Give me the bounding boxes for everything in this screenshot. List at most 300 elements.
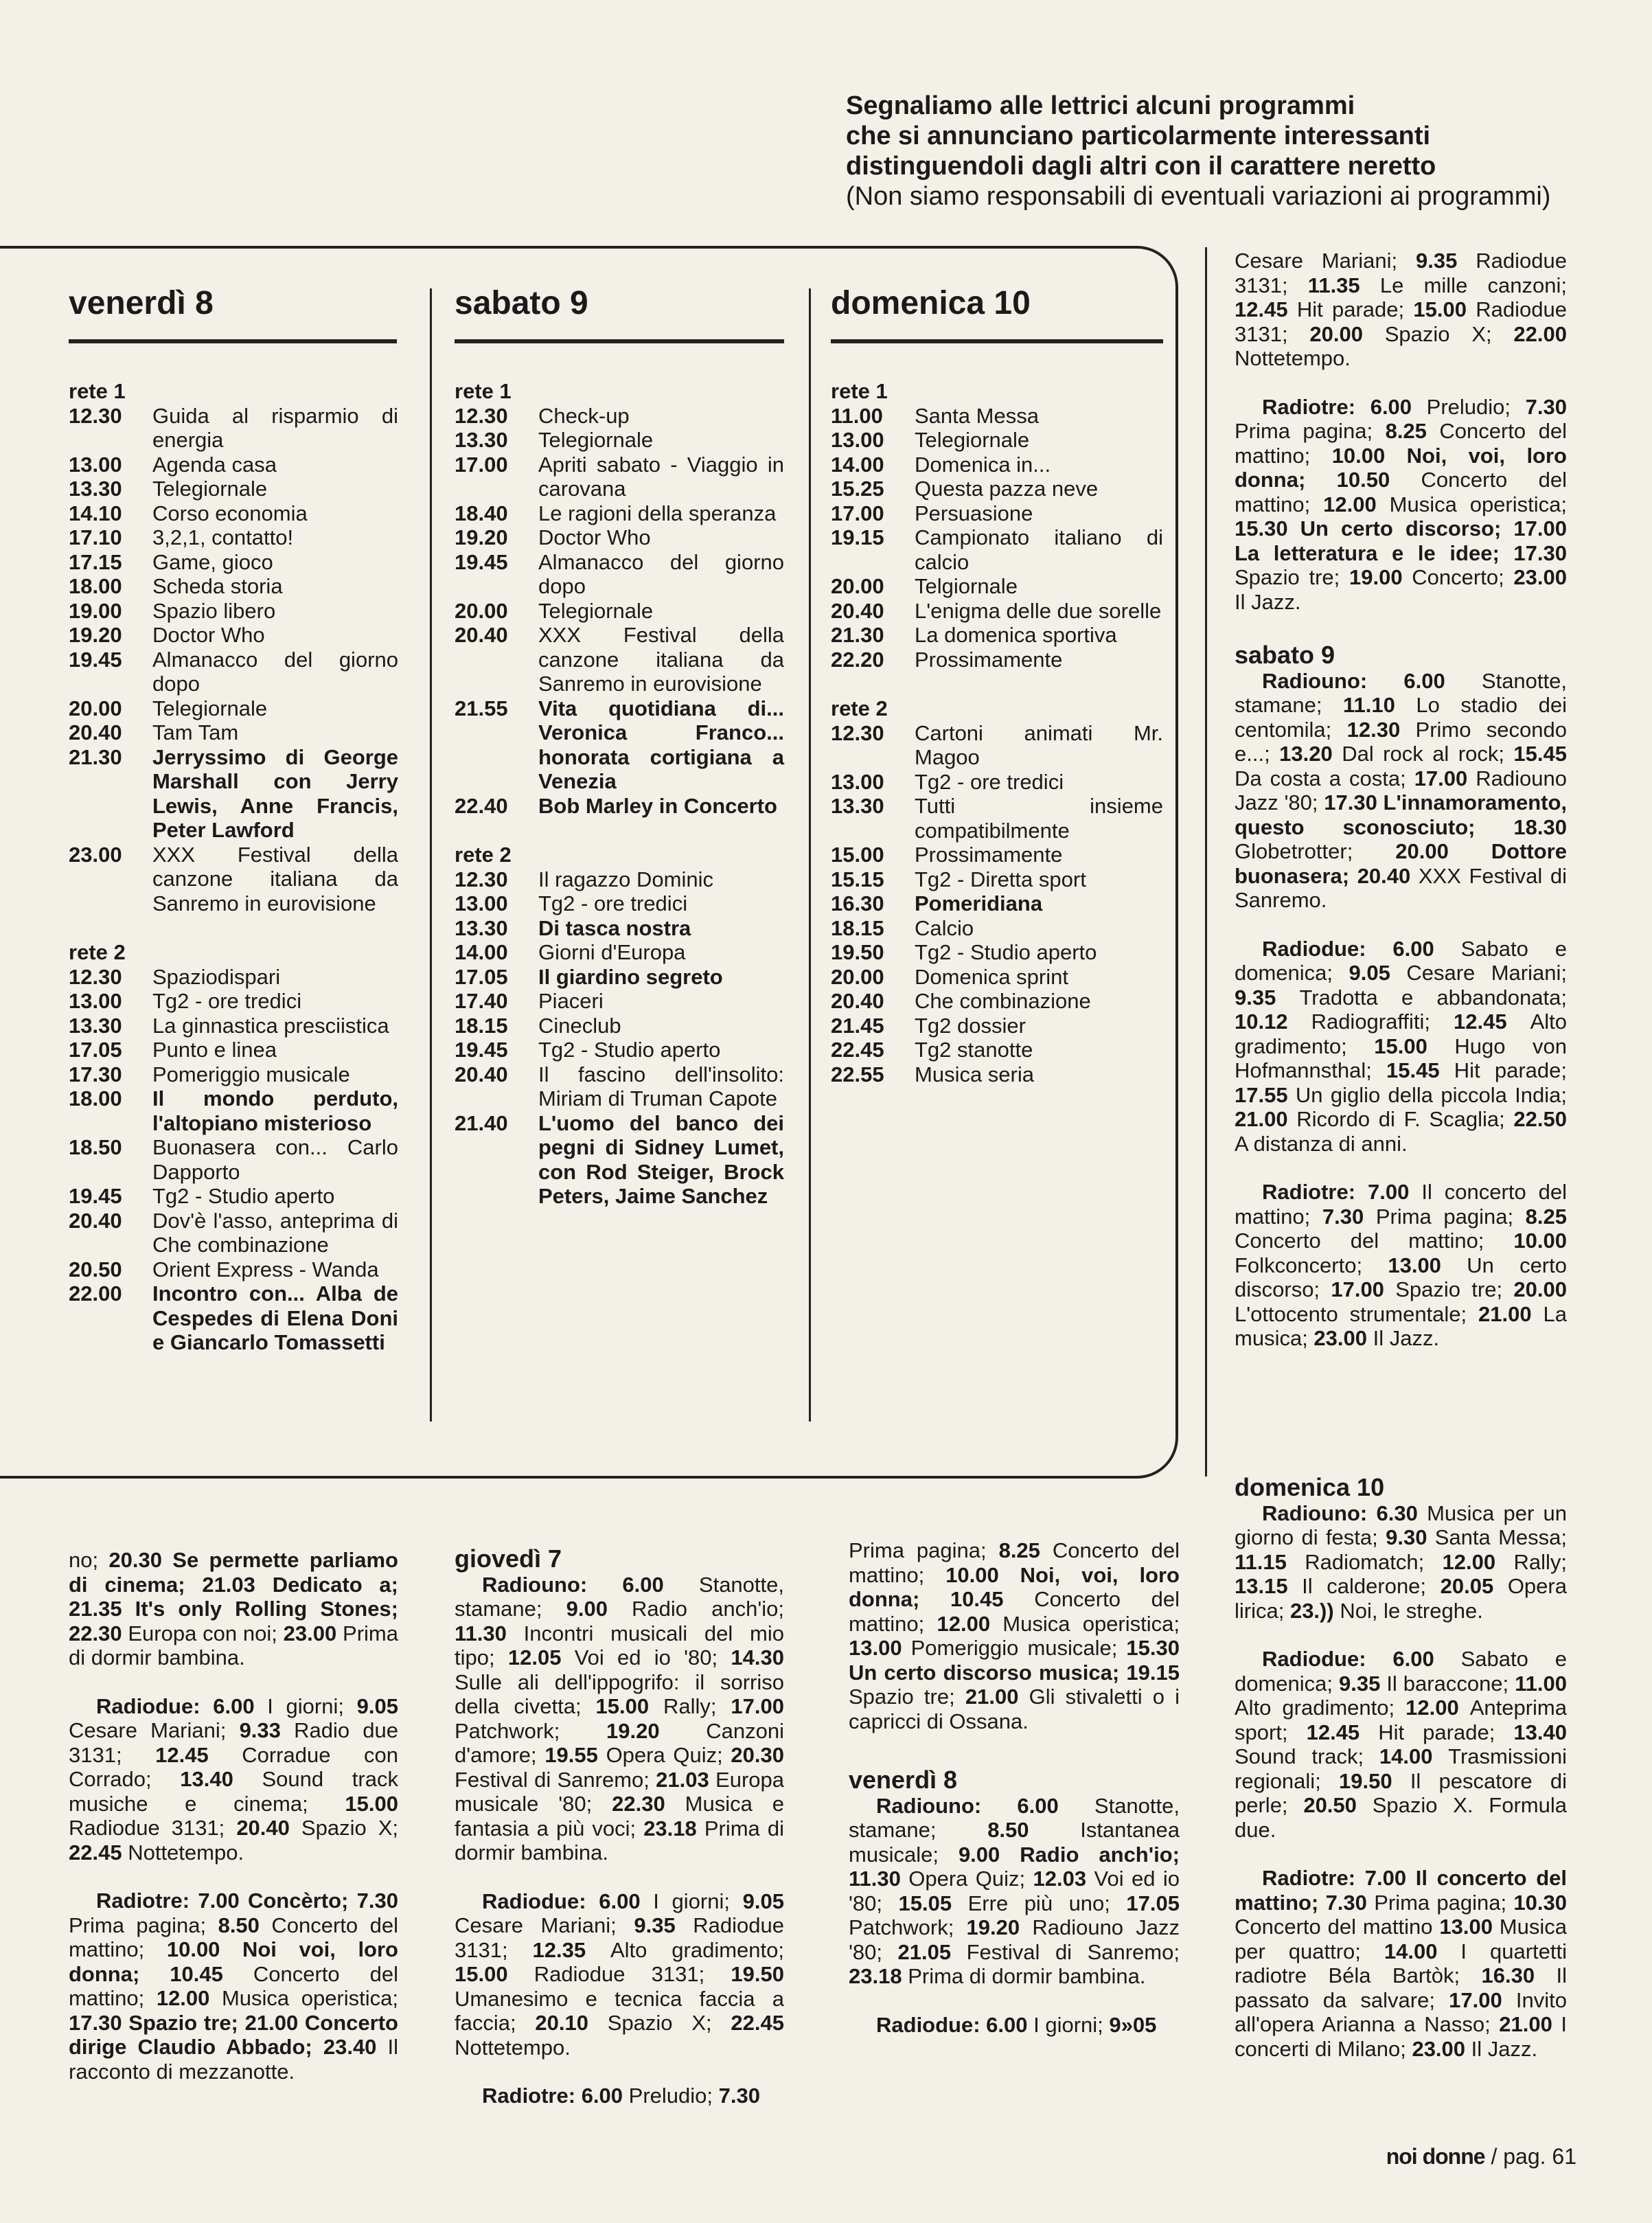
column-divider	[430, 288, 432, 1422]
radio-time: 15.00	[455, 1962, 534, 1986]
radio-programme: Sound track musiche e cinema;	[69, 1767, 398, 1816]
programme-time: 18.00	[69, 574, 122, 598]
radio-time: 8.50	[987, 1818, 1081, 1842]
programme-row	[455, 989, 784, 1014]
programme-time: 20.40	[831, 598, 884, 623]
radio-time: 9.05	[742, 1889, 784, 1913]
radio-programme: Corradue con Corrado;	[69, 1742, 398, 1791]
radio-programme: Pomeriggio musicale;	[910, 1636, 1127, 1660]
radio-time: 6.00	[986, 2012, 1034, 2037]
radio-programme: Sound track;	[1235, 1744, 1379, 1768]
radio-programme: Prima pagina;	[1235, 419, 1386, 443]
radio-time: 9.35	[634, 1913, 693, 1937]
radio-programme: Musica per quattro;	[1235, 1915, 1567, 1963]
programme-title: Giorni d'Europa	[538, 940, 686, 964]
programme-row	[831, 965, 1163, 990]
radio-time: 23.00	[1412, 2036, 1471, 2061]
radio-time: 22.30	[612, 1792, 685, 1816]
radio-programme: Patchwork;	[849, 1915, 967, 1939]
radio-programme: Radio anch'io;	[632, 1597, 784, 1621]
programme-title: Di tasca nostra	[538, 915, 691, 940]
day-title: domenica 10	[831, 285, 1031, 321]
programme-row	[831, 770, 1163, 795]
radio-programme: Voi ed io '80;	[574, 1645, 731, 1669]
radio-time: 11.30	[455, 1621, 524, 1645]
radio-time: 9.35	[1416, 249, 1476, 273]
radio-programme: Hugo von Hofmannsthal;	[1235, 1034, 1567, 1082]
radio-time: Radiodue:	[482, 1889, 599, 1913]
radio-time: 22.45	[69, 1840, 128, 1865]
radio-time: 20.00	[1309, 321, 1385, 346]
radio-time: Radiotre:	[1262, 1866, 1365, 1890]
programme-row	[69, 1014, 398, 1038]
programme-title: Corso economia	[152, 501, 308, 525]
programme-row	[69, 1184, 398, 1209]
radio-programme: Concerto del mattino;	[849, 1587, 1180, 1636]
day-title: venerdì 8	[69, 285, 214, 321]
radio-programme: Noi, le streghe.	[1340, 1598, 1483, 1623]
programme-time: 12.30	[69, 964, 122, 989]
programme-row	[455, 1062, 784, 1111]
radio-programme: Radiodue 3131;	[534, 1962, 731, 1986]
radio-programme: Sulle ali dell'ippogrifo: il sorriso della civetta;	[455, 1669, 784, 1718]
radio-time: 19.20	[966, 1915, 1033, 1939]
programme-title: Piaceri	[538, 989, 604, 1013]
programme-time: 19.45	[69, 1184, 122, 1208]
radio-programme: XXX Festival di Sanremo.	[1235, 863, 1567, 912]
radio-programme: Hit parade;	[1296, 297, 1414, 321]
radio-programme: Musica operistica;	[221, 1986, 398, 2010]
programme-title: Il giardino segreto	[538, 964, 723, 989]
programme-title: Tg2 - ore tredici	[915, 769, 1064, 794]
radio-time: 23.))	[1289, 1598, 1340, 1623]
radio-time: 10.00 Noi voi, loro donna;	[69, 1937, 398, 1986]
programme-time: 13.30	[455, 915, 508, 940]
programme-time: 21.55	[455, 696, 508, 720]
programme-title: Il mondo perduto, l'altopiano misterioso	[152, 1086, 398, 1135]
radio-time: 7.30	[1525, 394, 1567, 419]
programme-title: Spaziodispari	[152, 964, 281, 989]
radio-time: 16.30	[1481, 1963, 1557, 1987]
programme-title: Almanacco del giorno dopo	[538, 549, 784, 598]
programme-row	[69, 453, 398, 477]
programme-time: 18.40	[455, 501, 508, 525]
radio-time: 21.00	[1235, 1107, 1297, 1131]
programme-row	[69, 843, 398, 916]
programme-time: 12.30	[455, 403, 508, 428]
radio-time: 22.50	[1513, 1107, 1567, 1131]
day-rule	[455, 339, 784, 343]
radio-programme: Radiograffiti;	[1311, 1010, 1454, 1034]
radio-time: 17.30	[1513, 540, 1567, 565]
programme-row	[69, 525, 398, 550]
programme-row	[831, 477, 1163, 501]
programme-time: 15.00	[831, 843, 884, 867]
radio-programme: Prima pagina;	[1375, 1204, 1526, 1229]
radio-programme: Prima pagina;	[849, 1538, 999, 1562]
radio-time: 12.00	[156, 1986, 222, 2010]
programme-row	[69, 989, 398, 1014]
radio-programme: Primo secondo e...;	[1235, 717, 1567, 766]
programme-time: 22.55	[831, 1062, 884, 1086]
radio-day-title: venerdì 8	[849, 1766, 958, 1794]
programme-time: 20.00	[831, 964, 884, 989]
radio-para	[1235, 395, 1567, 615]
radio-programme: Nottetempo.	[455, 2035, 571, 2060]
radio-time: 20.10	[535, 2011, 608, 2035]
radio-time: Radiodue:	[876, 2012, 987, 2037]
programme-title: L'uomo del banco dei pegni di Sidney Lumet, con Rod Steiger, Brock Peters, Jaime Sanchez	[538, 1110, 784, 1208]
programme-row	[831, 501, 1163, 526]
programme-title: L'enigma delle due sorelle	[915, 598, 1162, 623]
radio-time: 6.00	[622, 1572, 699, 1597]
radio-time: 12.45	[155, 1742, 242, 1767]
programme-time: 22.40	[455, 793, 508, 818]
programme-row	[69, 574, 398, 599]
radio-time: 21.03 Dedicato a;	[202, 1572, 398, 1597]
programme-title: Calcio	[915, 915, 974, 940]
programme-row	[455, 453, 784, 501]
programme-row	[69, 1086, 398, 1135]
programme-time: 18.50	[69, 1135, 122, 1159]
programme-title: Le ragioni della speranza	[538, 501, 777, 525]
radio-programme: I giorni;	[1033, 2012, 1110, 2037]
programme-title: Scheda storia	[152, 574, 283, 598]
programme-row	[69, 1209, 398, 1257]
programme-row	[69, 1062, 398, 1087]
radio-para	[455, 1889, 784, 2060]
radio-sunday-column	[1235, 1475, 1567, 2085]
programme-title: Vita quotidiana di... Veronica Franco... honorata cortigiana a Venezia	[538, 696, 784, 793]
intro-block	[846, 91, 1629, 212]
radio-programme: Opera Quiz;	[908, 1867, 1033, 1891]
programme-time: 13.30	[455, 428, 508, 452]
radio-programme: Preludio;	[1426, 394, 1526, 419]
radio-programme: I quartetti radiotre Béla Bartòk;	[1235, 1939, 1567, 1987]
day-title: sabato 9	[455, 285, 588, 321]
programme-title: Agenda casa	[152, 452, 277, 477]
radio-programme: Alto gradimento;	[1235, 1010, 1567, 1058]
programme-row	[831, 574, 1163, 599]
radio-time: 19.55	[544, 1743, 606, 1767]
programme-row	[831, 891, 1163, 916]
programme-row	[831, 1014, 1163, 1038]
programme-time: 19.45	[455, 549, 508, 574]
programme-time: 22.00	[69, 1281, 122, 1306]
radio-time: 9.05	[1349, 961, 1407, 985]
programme-row	[455, 1111, 784, 1209]
radio-time: 9»05	[1109, 2012, 1157, 2037]
radio-programme: Opera lirica;	[1235, 1574, 1567, 1623]
radio-time: 10.45	[170, 1961, 253, 1986]
radio-programme: Invito all'opera Arianna a Nasso;	[1235, 1987, 1567, 2036]
radio-programme: Cesare Mariani;	[1235, 249, 1416, 273]
programme-title: Telegiornale	[152, 477, 268, 501]
programme-title: Tam Tam	[152, 720, 239, 744]
radio-time: 12.00	[1323, 492, 1390, 516]
column-divider	[809, 288, 811, 1422]
radio-bottom-middle	[455, 1544, 784, 2132]
programme-time: 20.00	[455, 598, 508, 623]
radio-time: 20.05	[1440, 1574, 1508, 1598]
radio-programme: Un giglio della piccola India;	[1295, 1082, 1567, 1107]
radio-programme: Il baraccone;	[1386, 1671, 1515, 1696]
radio-time: 8.25	[1525, 1204, 1567, 1229]
programme-title: Il fascino dell'insolito: Miriam di Truman Capote	[538, 1062, 784, 1110]
rete-label: rete 2	[831, 696, 888, 720]
radio-day-title: giovedì 7	[455, 1544, 562, 1573]
programme-time: 19.45	[455, 1038, 508, 1062]
radio-day-title: sabato 9	[1235, 641, 1335, 669]
radio-right-column	[1235, 249, 1567, 1375]
programme-time: 19.45	[69, 647, 122, 672]
radio-programme: Il Jazz.	[1471, 2036, 1538, 2061]
programme-time: 17.10	[69, 525, 122, 549]
programme-row	[69, 477, 398, 501]
radio-para	[69, 1889, 398, 2084]
radio-programme: Concerto del mattino;	[69, 1913, 398, 1961]
programme-title: Check-up	[538, 403, 630, 428]
radio-time: 12.45	[1235, 297, 1297, 321]
radio-time: 12.03	[1033, 1867, 1094, 1891]
radio-time: 22.00	[1513, 321, 1567, 346]
radio-programme: Concerto del mattino;	[69, 1961, 398, 2010]
programme-title: Guida al risparmio di energia	[152, 403, 398, 452]
radio-time: 11.00	[1515, 1671, 1568, 1696]
programme-row	[69, 599, 398, 624]
radio-time: Radiotre:	[96, 1889, 198, 1913]
day-rule	[831, 339, 1163, 343]
radio-time: 20.00 Dottore buonasera;	[1235, 839, 1567, 888]
programme-title: Tg2 - Studio aperto	[152, 1184, 335, 1208]
rete-label: rete 1	[455, 379, 512, 403]
radio-programme: Concerto;	[1412, 565, 1514, 589]
programme-time: 19.50	[831, 940, 884, 964]
programme-title: Questa pazza neve	[915, 477, 1099, 501]
programme-time: 17.15	[69, 549, 122, 574]
programme-title: Bob Marley in Concerto	[538, 793, 777, 818]
radio-time: Radiouno:	[1262, 1501, 1377, 1525]
programme-row	[831, 623, 1163, 648]
radio-time: Radiotre:	[482, 2084, 582, 2108]
radio-time: 7.00	[1368, 1180, 1422, 1204]
programme-time: 22.45	[831, 1038, 884, 1062]
programme-row	[69, 1038, 398, 1062]
programme-time: 19.20	[69, 623, 122, 647]
programme-row	[455, 404, 784, 429]
radio-time: 21.00	[1478, 1301, 1544, 1326]
radio-time: 6.00	[1403, 668, 1482, 693]
programme-title: Prossimamente	[915, 843, 1063, 867]
radio-programme: Il pescatore di perle;	[1235, 1768, 1567, 1817]
programme-row	[831, 867, 1163, 892]
programme-row	[455, 891, 784, 916]
programme-time: 20.40	[69, 1208, 122, 1233]
radio-time: 12.45	[1306, 1720, 1379, 1744]
programme-time: 19.15	[831, 525, 884, 549]
radio-programme: Patchwork;	[455, 1718, 606, 1743]
radio-programme: Stanotte, stamane;	[849, 1793, 1180, 1842]
radio-time: 10.30	[1513, 1890, 1567, 1915]
radio-time: 9.00	[566, 1597, 632, 1621]
programme-time: 22.20	[831, 647, 884, 672]
radio-para	[455, 2084, 784, 2108]
programme-title: Orient Express - Wanda	[152, 1257, 379, 1281]
radio-programme: Nottetempo.	[1235, 346, 1351, 370]
programme-title: Campionato italiano di calcio	[915, 525, 1163, 574]
programme-time: 21.30	[831, 623, 884, 647]
programme-row	[455, 940, 784, 965]
programme-row	[69, 965, 398, 990]
programme-time: 20.50	[69, 1257, 122, 1281]
programme-time: 20.40	[69, 720, 122, 744]
radio-time: 6.30	[1376, 1501, 1427, 1525]
radio-programme: La musica;	[1235, 1301, 1567, 1350]
programme-title: Telegiornale	[538, 428, 654, 452]
programme-row	[831, 599, 1163, 624]
radio-time: 19.00	[1349, 565, 1412, 589]
radio-time: 15.30 Un certo discorso;	[1235, 516, 1514, 540]
programme-title: Cartoni animati Mr. Magoo	[915, 720, 1163, 769]
programme-title: XXX Festival della canzone italiana da Sanremo in eurovisione	[152, 842, 398, 915]
radio-programme: Europa musicale '80;	[455, 1767, 784, 1816]
radio-programme: Erre più uno;	[967, 1891, 1127, 1915]
radio-programme: Radiodue 3131;	[1235, 249, 1567, 297]
radio-programme: Hit parade;	[1378, 1720, 1514, 1744]
programme-title: Tg2 - Diretta sport	[915, 867, 1086, 891]
programme-time: 12.30	[455, 867, 508, 891]
radio-time: 21.00 Concerto dirige Claudio Abbado;	[69, 2010, 398, 2059]
programme-time: 13.00	[69, 989, 122, 1013]
radio-programme: Spazio tre;	[1235, 565, 1349, 589]
programme-time: 14.00	[831, 452, 884, 477]
intro-line-2: che si annunciano particolarmente interessanti	[846, 122, 1431, 150]
radio-para	[1235, 1501, 1567, 1623]
programme-title: Musica seria	[915, 1062, 1034, 1086]
radio-time: 15.30 Un certo discorso musica;	[849, 1636, 1180, 1685]
radio-programme: Rally;	[663, 1694, 731, 1718]
radio-programme: Prima di dormir bambina.	[908, 1964, 1146, 1988]
programme-time: 17.05	[69, 1038, 122, 1062]
radio-time: 10.00	[1513, 1229, 1567, 1253]
radio-programme: Gli stivaletti o i capricci di Ossana.	[849, 1685, 1180, 1733]
radio-time: 15.00	[1374, 1034, 1455, 1058]
programme-time: 13.00	[69, 452, 122, 477]
programme-time: 18.15	[831, 915, 884, 940]
radio-time: 15.00	[345, 1791, 398, 1816]
radio-programme: Prima pagina;	[1374, 1890, 1514, 1915]
programme-time: 14.00	[455, 940, 508, 964]
intro-line-3: distinguendoli dagli altri con il carattere neretto	[846, 152, 1436, 181]
programme-time: 13.30	[69, 1013, 122, 1038]
programme-row	[69, 720, 398, 745]
radio-time: 17.00	[1414, 766, 1476, 790]
radio-time: 17.30 L'innamoramento, questo sconosciuto;	[1235, 790, 1567, 839]
programme-time: 23.00	[69, 842, 122, 867]
radio-programme: Lo stadio dei centomila;	[1235, 693, 1567, 742]
radio-programme: Festival di Sanremo;	[966, 1939, 1180, 1964]
radio-time: 15.05	[898, 1891, 968, 1915]
tv-schedule-saturday	[455, 379, 784, 1209]
programme-row	[69, 1257, 398, 1282]
programme-row	[69, 404, 398, 453]
programme-title: Game, gioco	[152, 549, 273, 574]
radio-programme: Ricordo di F. Scaglia;	[1296, 1107, 1514, 1131]
radio-time: 9.05	[356, 1694, 398, 1718]
radio-programme: Alto gradimento;	[610, 1937, 784, 1962]
radio-time: Radiodue:	[96, 1694, 214, 1718]
programme-title: Tg2 - ore tredici	[538, 891, 688, 915]
programme-time: 20.00	[69, 696, 122, 720]
programme-time: 14.10	[69, 501, 122, 525]
radio-programme: Hit parade;	[1454, 1058, 1567, 1082]
rete-label: rete 1	[69, 379, 126, 403]
programme-title: Almanacco del giorno dopo	[152, 647, 398, 696]
programme-row	[455, 428, 784, 453]
programme-time: 12.30	[69, 403, 122, 428]
radio-programme: Un certo discorso;	[1235, 1253, 1567, 1301]
radio-time: Radiodue:	[1262, 936, 1393, 961]
radio-programme: Concerto del mattino;	[1235, 1229, 1514, 1253]
programme-row	[455, 965, 784, 990]
radio-time: 20.40	[236, 1816, 301, 1840]
radio-time: 19.20	[606, 1718, 707, 1743]
radio-time: 15.00	[1413, 297, 1476, 321]
radio-time: 14.30	[731, 1645, 784, 1669]
programme-row	[69, 648, 398, 696]
programme-title: Persuasione	[915, 501, 1033, 525]
radio-time: 12.00	[1442, 1549, 1514, 1574]
radio-time: 9.33	[239, 1718, 295, 1742]
programme-row	[831, 940, 1163, 965]
radio-day-title: domenica 10	[1235, 1473, 1385, 1501]
radio-time: 17.55	[1235, 1082, 1296, 1107]
programme-title: La domenica sportiva	[915, 623, 1117, 647]
radio-programme: Da costa a costa;	[1235, 766, 1414, 790]
programme-time: 17.30	[69, 1062, 122, 1086]
programme-title: Punto e linea	[152, 1038, 277, 1062]
radio-programme: Musica operistica;	[1389, 492, 1567, 516]
programme-row	[69, 501, 398, 526]
programme-title: Telegiornale	[152, 696, 268, 720]
radio-para	[1235, 937, 1567, 1156]
programme-time: 15.25	[831, 477, 884, 501]
radio-time: Radiouno:	[1262, 668, 1404, 693]
radio-time: 14.00	[1379, 1744, 1449, 1768]
radio-programme: Tradotta e abbandonata;	[1299, 985, 1567, 1010]
radio-time: 21.03	[656, 1767, 716, 1792]
programme-time: 21.40	[455, 1110, 508, 1135]
programme-row	[831, 428, 1163, 453]
radio-time: 17.00	[1449, 1987, 1516, 2012]
radio-time: 9.35	[1235, 985, 1300, 1010]
radio-programme: Spazio tre;	[1395, 1277, 1514, 1301]
radio-time: 23.18	[643, 1816, 704, 1840]
radio-time: 15.45	[1386, 1058, 1454, 1082]
radio-programme: Il passato da salvare;	[1235, 1963, 1567, 2012]
programme-row	[831, 794, 1163, 843]
intro-note: (Non siamo responsabili di eventuali variazioni ai programmi)	[846, 182, 1551, 211]
radio-programme: Festival di Sanremo;	[455, 1767, 656, 1792]
radio-programme: Sabato e domenica;	[1235, 936, 1567, 985]
radio-programme: Dal rock al rock;	[1342, 742, 1514, 766]
radio-programme: Sabato e domenica;	[1235, 1647, 1567, 1696]
radio-bottom-left	[69, 1548, 398, 2108]
radio-programme: Il racconto di mezzanotte.	[69, 2035, 398, 2084]
programme-title: Buonasera con... Carlo Dapporto	[152, 1135, 398, 1184]
programme-title: Apriti sabato - Viaggio in carovana	[538, 452, 784, 501]
radio-programme: Europa con noi;	[128, 1621, 284, 1645]
